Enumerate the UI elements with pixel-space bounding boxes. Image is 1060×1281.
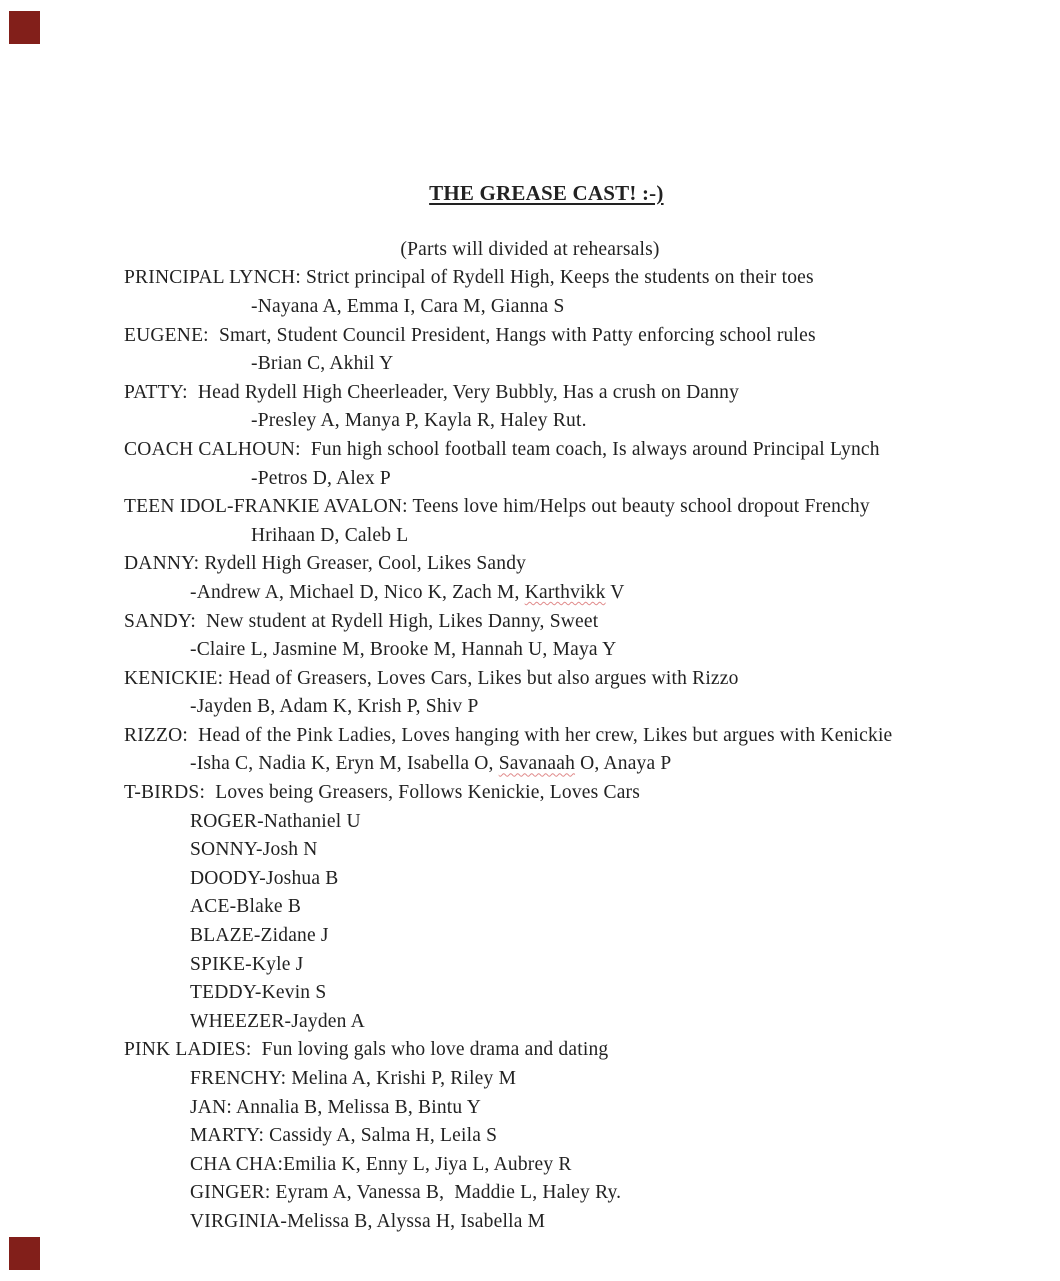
cast-line-text: PATTY: Head Rydell High Cheerleader, Very Bubbly, Has a crush on Danny [124,381,740,403]
cast-line [0,407,1060,436]
cast-line [0,951,1060,980]
cast-line [0,608,1060,637]
cast-line [0,722,1060,751]
misspelled-word: Savanaah [498,753,576,775]
cast-line [0,922,1060,951]
cast-line [0,1094,1060,1123]
cast-line-text: EUGENE: Smart, Student Council President, Hangs with Patty enforcing school rules [124,324,816,346]
document-subtitle: (Parts will divided at rehearsals) [400,238,660,260]
cast-line [0,465,1060,494]
cast-line-text: O, Anaya P [575,753,672,775]
corner-mark-bottom-left [9,1237,40,1270]
document-title-line [0,150,1060,236]
cast-line [0,493,1060,522]
cast-line-text: SONNY-Josh N [190,839,318,861]
cast-line [0,1065,1060,1094]
cast-line-text: DANNY: Rydell High Greaser, Cool, Likes Sandy [124,553,527,575]
cast-line [0,636,1060,665]
cast-line [0,293,1060,322]
cast-line [0,1179,1060,1208]
cast-line-text: CHA CHA:Emilia K, Enny L, Jiya L, Aubrey R [190,1153,572,1175]
cast-line-text: MARTY: Cassidy A, Salma H, Leila S [190,1125,498,1147]
cast-line [0,865,1060,894]
document-title: THE GREASE CAST! :-) [429,180,664,205]
cast-line-text: -Claire L, Jasmine M, Brooke M, Hannah U, Maya Y [190,639,617,661]
cast-line [0,693,1060,722]
cast-line-text: ROGER-Nathaniel U [190,810,361,832]
cast-line-text: -Jayden B, Adam K, Krish P, Shiv P [190,696,479,718]
cast-line [0,379,1060,408]
cast-line-text: T-BIRDS: Loves being Greasers, Follows Kenickie, Loves Cars [124,782,641,804]
cast-line-text: -Presley A, Manya P, Kayla R, Haley Rut. [251,410,587,432]
cast-line-text: VIRGINIA-Melissa B, Alyssa H, Isabella M [190,1210,546,1232]
cast-line-text: Hrihaan D, Caleb L [251,524,409,546]
cast-line [0,1208,1060,1237]
cast-line-text: PRINCIPAL LYNCH: Strict principal of Rydell High, Keeps the students on their toes [124,267,814,289]
cast-line-text: -Nayana A, Emma I, Cara M, Gianna S [251,295,565,317]
cast-line-text: -Petros D, Alex P [251,467,391,489]
cast-line [0,836,1060,865]
cast-line [0,579,1060,608]
cast-line [0,808,1060,837]
cast-line [0,322,1060,351]
cast-line-text: COACH CALHOUN: Fun high school football team coach, Is always around Principal Lynch [124,438,880,460]
corner-mark-top-left [9,11,40,44]
cast-line-text: -Isha C, Nadia K, Eryn M, Isabella O, [190,753,499,775]
cast-line-text: TEEN IDOL-FRANKIE AVALON: Teens love him/Helps out beauty school dropout Frenchy [124,496,870,518]
cast-line-text: GINGER: Eyram A, Vanessa B, Maddie L, Haley Ry. [190,1182,622,1204]
cast-line [0,1151,1060,1180]
cast-line [0,264,1060,293]
cast-line-text: SANDY: New student at Rydell High, Likes Danny, Sweet [124,610,599,632]
cast-line-text: V [605,581,625,603]
cast-line-text: PINK LADIES: Fun loving gals who love drama and dating [124,1039,609,1061]
cast-line-text: KENICKIE: Head of Greasers, Loves Cars, Likes but also argues with Rizzo [124,667,739,689]
cast-line [0,893,1060,922]
cast-line-text: WHEEZER-Jayden A [190,1010,365,1032]
misspelled-word: Karthvikk [524,581,606,603]
cast-line [0,522,1060,551]
cast-line [0,1008,1060,1037]
cast-line-text: BLAZE-Zidane J [190,925,329,947]
cast-list [0,264,1060,1236]
cast-line [0,779,1060,808]
cast-line-text: RIZZO: Head of the Pink Ladies, Loves hanging with her crew, Likes but argues with Kenickie [124,724,893,746]
cast-line-text: JAN: Annalia B, Melissa B, Bintu Y [190,1096,481,1118]
cast-line-text: DOODY-Joshua B [190,867,339,889]
cast-line-text: TEDDY-Kevin S [190,982,327,1004]
cast-line-text: FRENCHY: Melina A, Krishi P, Riley M [190,1068,517,1089]
cast-line [0,1122,1060,1151]
cast-line [0,750,1060,779]
cast-line-text: -Brian C, Akhil Y [251,353,394,375]
document-body [0,150,1060,1237]
cast-line [0,436,1060,465]
cast-line [0,550,1060,579]
cast-line-text: SPIKE-Kyle J [190,953,304,975]
cast-line [0,979,1060,1008]
cast-line [0,1036,1060,1065]
cast-line-text: ACE-Blake B [190,896,302,918]
cast-line [0,350,1060,379]
cast-line-text: -Andrew A, Michael D, Nico K, Zach M, [190,581,525,603]
cast-line [0,665,1060,694]
